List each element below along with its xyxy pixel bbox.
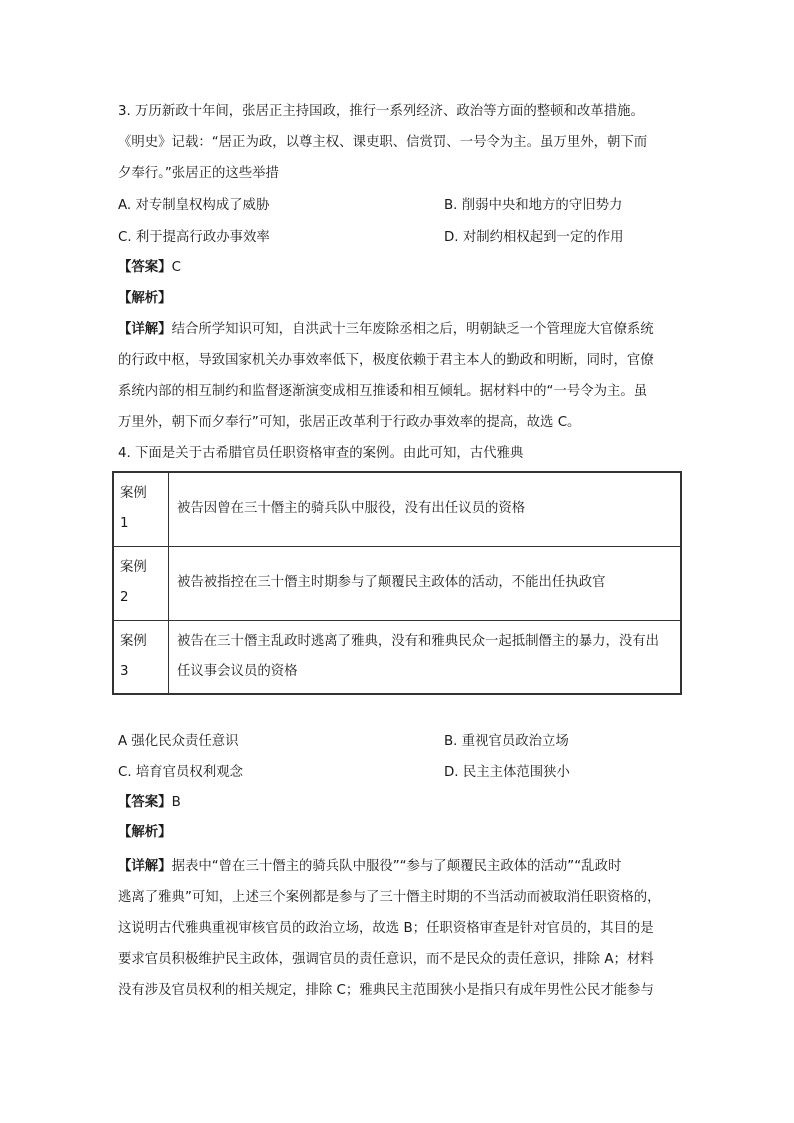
q4-detail-line-2: 逃离了雅典”可知，上述三个案例都是参与了三十僭主时期的不当活动而被取消任职资格的， (118, 890, 661, 905)
table-row (113, 620, 681, 694)
q4-detail-label: 【详解】 (118, 859, 172, 874)
case-text-line: 被告被指控在三十僭主时期参与了颠覆民主政体的活动，不能出任执政官 (177, 575, 606, 590)
q4-detail-line-4: 要求官员积极维护民主政体，强调官员的责任意识，而不是民众的责任意识，排除 A；材料 (118, 952, 654, 967)
case-text-line: 被告因曾在三十僭主的骑兵队中服役，没有出任议员的资格 (177, 501, 526, 517)
q4-case-table (112, 471, 682, 695)
q3-stem-line-3: 夕奉行。”张居正的这些举措 (118, 166, 279, 181)
case-label-word: 案例 (120, 486, 147, 502)
case-label-2 (113, 546, 169, 620)
q3-option-b: B. 削弱中央和地方的守旧势力 (444, 198, 623, 213)
q3-option-d: D. 对制约相权起到一定的作用 (444, 230, 624, 245)
q3-analysis-label: 【解析】 (118, 291, 172, 306)
case-text-line: 被告在三十僭主乱政时逃离了雅典，没有和雅典民众一起抵制僭主的暴力，没有出 (177, 633, 660, 649)
case-text-2 (169, 546, 682, 620)
q3-option-a: A. 对专制皇权构成了威胁 (118, 198, 270, 213)
q3-detail-text-1: 结合所学知识可知，自洪武十三年废除丞相之后，明朝缺乏一个管理庞大官僚系统 (171, 322, 654, 337)
table-row (113, 472, 681, 546)
q4-option-b: B. 重视官员政治立场 (444, 734, 569, 749)
q4-stem: 4. 下面是关于古希腊官员任职资格审查的案例。由此可知，古代雅典 (118, 446, 524, 461)
q3-detail-line-4: 万里外，朝下而夕奉行”可知，张居正改革利于行政办事效率的提高，故选 C。 (118, 415, 581, 430)
q3-answer-value: C (171, 260, 181, 275)
q3-answer-label: 【答案】 (118, 260, 172, 275)
q3-detail-line-2: 的行政中枢，导致国家机关办事效率低下，极度依赖于君主本人的勤政和明断，同时，官僚 (118, 353, 654, 368)
case-label-number: 1 (120, 516, 129, 532)
case-label-number: 2 (120, 590, 129, 605)
q3-detail-label: 【详解】 (118, 322, 172, 337)
q4-option-d: D. 民主主体范围狭小 (444, 765, 570, 780)
q4-analysis-label: 【解析】 (118, 825, 172, 840)
case-label-number: 3 (120, 663, 129, 679)
case-label-word: 案例 (120, 633, 147, 649)
q3-detail-line-3: 系统内部的相互制约和监督逐渐演变成相互推诿和相互倾轧。据材料中的“一号令为主。虽 (118, 384, 648, 399)
q3-stem-line-1: 3. 万历新政十年间，张居正主持国政，推行一系列经济、政治等方面的整顿和改革措施。 (118, 104, 644, 119)
q3-answer (118, 258, 181, 278)
case-label-word: 案例 (120, 560, 147, 575)
q4-option-a: A 强化民众责任意识 (118, 734, 239, 749)
case-label-1 (113, 472, 169, 546)
q4-detail-line-5: 没有涉及官员权利的相关规定，排除 C；雅典民主范围狭小是指只有成年男性公民才能参与 (118, 983, 654, 998)
q4-option-c: C. 培育官员权利观念 (118, 765, 243, 780)
q4-answer-value: B (171, 795, 181, 810)
q3-detail-line-1 (118, 320, 654, 340)
q4-detail-line-3: 这说明古代雅典重视审核官员的政治立场，故选 B；任职资格审查是针对官员的，其目的是 (118, 921, 654, 936)
q4-detail-text-1: 据表中“曾在三十僭主的骑兵队中服役”“参与了颠覆民主政体的活动”“乱政时 (171, 859, 622, 874)
table-row (113, 546, 681, 620)
q3-option-c: C. 利于提高行政办事效率 (118, 230, 270, 245)
case-text-3 (169, 620, 682, 694)
case-text-line: 任议事会议员的资格 (177, 663, 298, 679)
q4-detail-line-1 (118, 857, 621, 877)
q4-answer-label: 【答案】 (118, 795, 172, 810)
q3-stem-line-2: 《明史》记载：“居正为政，以尊主权、课吏职、信赏罚、一号令为主。虽万里外，朝下而 (118, 135, 648, 150)
case-text-1 (169, 472, 682, 546)
q4-answer (118, 793, 181, 813)
case-label-3 (113, 620, 169, 694)
